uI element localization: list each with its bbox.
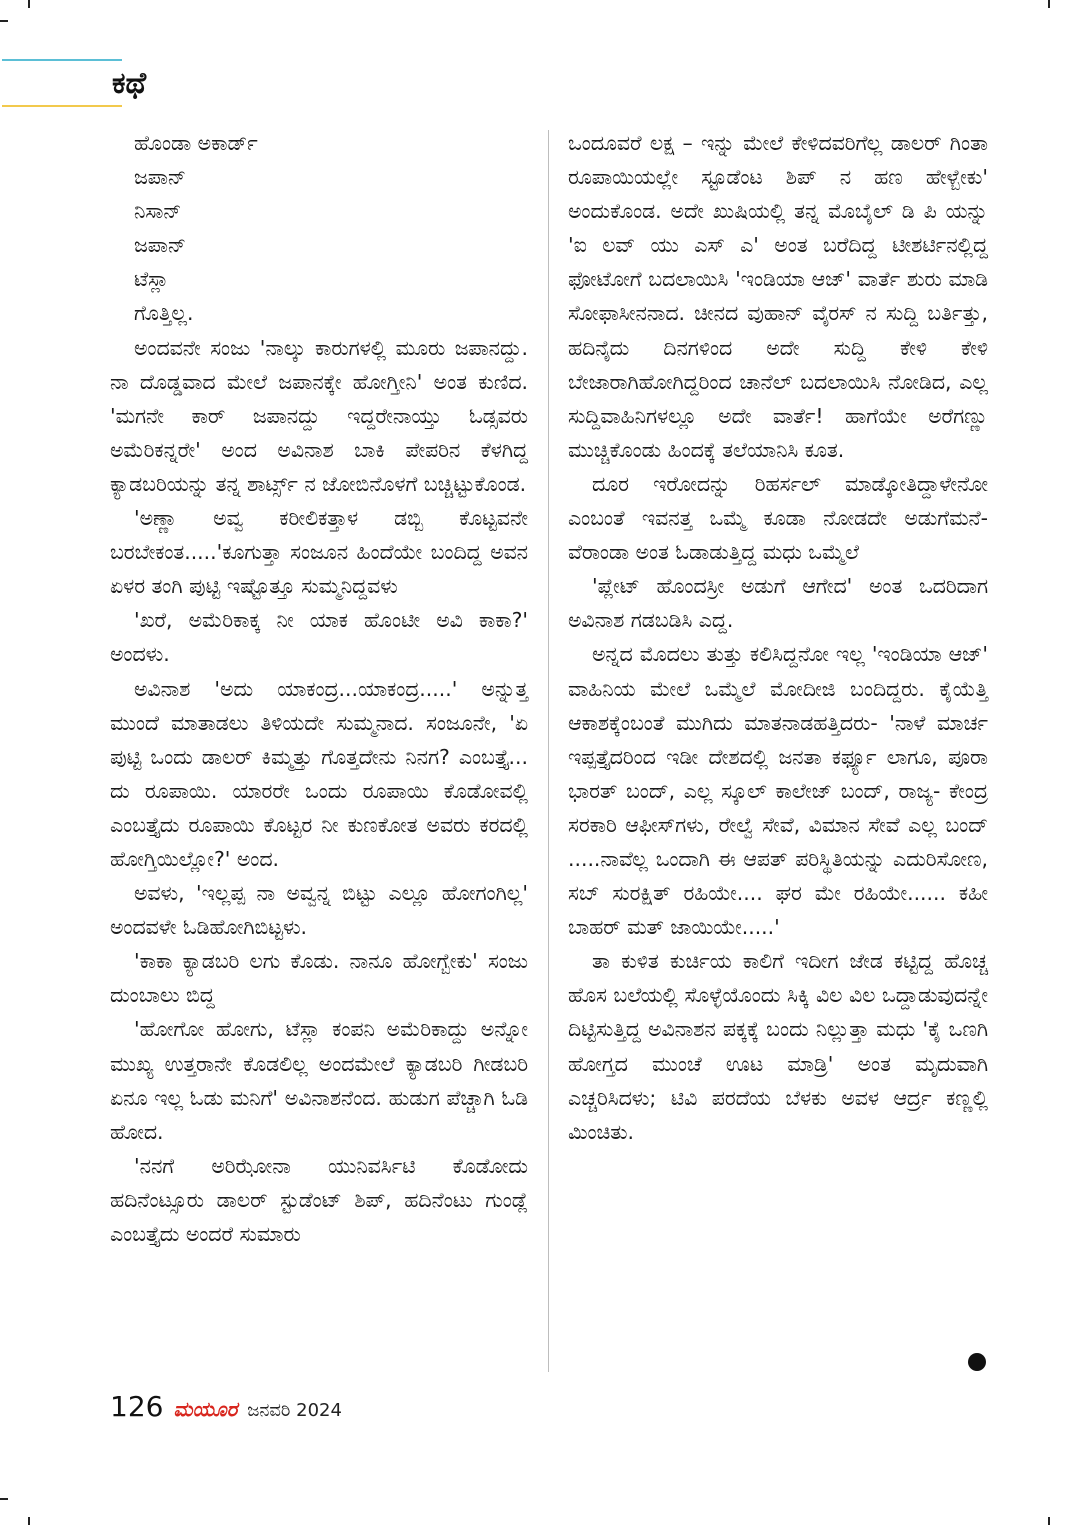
crop-mark (0, 1498, 8, 1500)
page-number: 126 (110, 1390, 164, 1423)
list-item: ಜಪಾನ್ (134, 165, 186, 190)
paragraph: ತಾ ಕುಳಿತ ಕುರ್ಚಿಯ ಕಾಲಿಗೆ ಇದೀಗ ಜೇಡ ಕಟ್ಟಿದ್ದ ಹೊಚ್ಚ ಹೊಸ ಬಲೆಯಲ್ಲಿ ಸೊಳ್ಳೆಯೊಂದು ಸಿಕ್ಕಿ ವಿಲ ವಿಲ ಒದ್ದಾಡುವುದನ್ನೇ ದಿಟ್ಟಿಸುತ್ತಿದ್ದ ಅವಿನಾಶನ ಪಕ್ಕಕ್ಕೆ ಬಂದು ನಿಲ್ಲುತ್ತಾ ಮಧು 'ಕೈ ಒಣಗಿ ಹೋಗ್ತದ ಮುಂಚೆ ಊಟ ಮಾಡ್ರಿ' ಅಂತ ಮೃದುವಾಗಿ ಎಚ್ಚರಿಸಿದಳು; ಟಿವಿ ಪರದೆಯ ಬೆಳಕು ಅವಳ ಆರ್ದ್ರ ಕಣ್ಣಲ್ಲಿ ಮಿಂಚಿತು. (568, 949, 988, 1144)
paragraph: ಅವಳು, 'ಇಲ್ಲಪ್ಪ ನಾ ಅವ್ವನ್ನ ಬಿಟ್ಟು ಎಲ್ಲೂ ಹೋಗಂಗಿಲ್ಲ' ಅಂದವಳೇ ಓಡಿಹೋಗಿಬಿಟ್ಟಳು. (110, 881, 528, 940)
crop-mark (1048, 0, 1050, 8)
paragraph: 'ಅಣ್ಣಾ ಅವ್ವ ಕರೀಲಿಕತ್ತಾಳ ಡಬ್ಬಿ ಕೊಟ್ಟವನೇ ಬರಬೇಕಂತ.....'ಕೂಗುತ್ತಾ ಸಂಜೂನ ಹಿಂದೆಯೇ ಬಂದಿದ್ದ ಅವನ ಏಳರ ತಂಗಿ ಪುಟ್ಟಿ ಇಷ್ಟೊತ್ತೂ ಸುಮ್ಮನಿದ್ದವಳು (110, 506, 528, 599)
list-item: ಜಪಾನ್ (134, 233, 186, 258)
crop-mark (28, 1517, 30, 1525)
magazine-logo: ಮಯೂರ (173, 1397, 238, 1421)
crop-mark (28, 0, 30, 8)
paragraph: ಅಂದವನೇ ಸಂಜು 'ನಾಲ್ಕು ಕಾರುಗಳಲ್ಲಿ ಮೂರು ಜಪಾನದ್ದು. ನಾ ದೊಡ್ಡವಾದ ಮೇಲೆ ಜಪಾನಕ್ಕೇ ಹೋಗ್ತೀನಿ' ಅಂತ ಕುಣಿದ. 'ಮಗನೇ ಕಾರ್ ಜಪಾನದ್ದು ಇದ್ದರೇನಾಯ್ತು ಓಡ್ಸವರು ಅಮೆರಿಕನ್ನರೇ' ಅಂದ ಅವಿನಾಶ ಬಾಕಿ ಪೇಪರಿನ ಕೆಳಗಿದ್ದ ಕ್ಯಾಡಬರಿಯನ್ನು ತನ್ನ ಶಾರ್ಟ್ಸ್ ನ ಜೋಬಿನೊಳಗೆ ಬಚ್ಚಿಟ್ಟುಕೊಂಡ. (110, 335, 528, 496)
paragraph: 'ಖರೆ, ಅಮೆರಿಕಾಕ್ಕ ನೀ ಯಾಕ ಹೊಂಟೀ ಅವಿ ಕಾಕಾ?' ಅಂದಳು. (110, 608, 528, 667)
list-item: ಗೊತ್ತಿಲ್ಲ. (134, 301, 194, 326)
paragraph: 'ಹೋಗೋ ಹೋಗು, ಟೆಸ್ಲಾ ಕಂಪನಿ ಅಮೆರಿಕಾದ್ದು ಅನ್ನೋ ಮುಖ್ಯ ಉತ್ತರಾನೇ ಕೊಡಲಿಲ್ಲ ಅಂದಮೇಲೆ ಕ್ಯಾಡಬರಿ ಗೀಡಬರಿ ಏನೂ ಇಲ್ಲ ಓಡು ಮನಿಗೆ' ಅವಿನಾಶನೆಂದ. ಹುಡುಗ ಪೆಚ್ಚಾಗಿ ಓಡಿ ಹೋದ. (110, 1017, 528, 1144)
paragraph: 'ಪ್ಲೇಟ್ ಹೊಂದಸ್ರೀ ಅಡುಗೆ ಆಗೇದ' ಅಂತ ಒದರಿದಾಗ ಅವಿನಾಶ ಗಡಬಡಿಸಿ ಎದ್ದ. (568, 574, 988, 633)
header-rule-bottom (2, 105, 122, 107)
crop-mark (0, 20, 8, 22)
crop-mark (1048, 1517, 1050, 1525)
end-mark-icon (968, 1353, 986, 1371)
list-item: ಟೆಸ್ಲಾ (134, 267, 169, 292)
paragraph: 'ನನಗೆ ಅರಿಝೋನಾ ಯುನಿವರ್ಸಿಟಿ ಕೊಡೋದು ಹದಿನೆಂಟ್ಸೂರು ಡಾಲರ್ ಸ್ಟುಡೆಂಟ್ ಶಿಪ್, ಹದಿನೆಂಟು ಗುಂಡ್ಲೆ ಎಂಬತ್ತೈದು ಅಂದರೆ ಸುಮಾರು (110, 1153, 528, 1246)
issue-date: ಜನವರಿ 2024 (247, 1400, 342, 1421)
right-column (568, 126, 988, 1149)
paragraph: ಒಂದೂವರೆ ಲಕ್ಷ – ಇನ್ನು ಮೇಲೆ ಕೇಳಿದವರಿಗೆಲ್ಲ ಡಾಲರ್ ಗಿಂತಾ ರೂಪಾಯಿಯಲ್ಲೇ ಸ್ಟೂಡೆಂಟ ಶಿಪ್ ನ ಹಣ ಹೇಳ್ಬೇಕು' ಅಂದುಕೊಂಡ. ಅದೇ ಖುಷಿಯಲ್ಲಿ ತನ್ನ ಮೊಬೈಲ್ ಡಿ ಪಿ ಯನ್ನು 'ಐ ಲವ್ ಯು ಎಸ್ ಎ' ಅಂತ ಬರೆದಿದ್ದ ಟೀಶರ್ಟಿನಲ್ಲಿದ್ದ ಫೋಟೋಗೆ ಬದಲಾಯಿಸಿ 'ಇಂಡಿಯಾ ಆಜ್' ವಾರ್ತೆ ಶುರು ಮಾಡಿ ಸೋಫಾಸೀನನಾದ. ಚೀನದ ವುಹಾನ್ ವೈರಸ್ ನ ಸುದ್ದಿ ಬರ್ತಿತ್ತು, ಹದಿನೈದು ದಿನಗಳಿಂದ ಅದೇ ಸುದ್ದಿ ಕೇಳಿ ಕೇಳಿ ಬೇಜಾರಾಗಿಹೋಗಿದ್ದರಿಂದ ಚಾನೆಲ್ ಬದಲಾಯಿಸಿ ನೋಡಿದ, ಎಲ್ಲ ಸುದ್ದಿವಾಹಿನಿಗಳಲ್ಲೂ ಅದೇ ವಾರ್ತೆ! ಹಾಗೆಯೇ ಅರೆಗಣ್ಣು ಮುಚ್ಚಿಕೊಂಡು ಹಿಂದಕ್ಕೆ ತಲೆಯಾನಿಸಿ ಕೂತ. (568, 131, 988, 462)
left-column (110, 126, 528, 1251)
list-item: ನಿಸಾನ್ (134, 199, 182, 224)
column-divider (548, 130, 549, 1372)
paragraph: 'ಕಾಕಾ ಕ್ಯಾಡಬರಿ ಲಗು ಕೊಡು. ನಾನೂ ಹೋಗ್ಬೇಕು' ಸಂಜು ದುಂಬಾಲು ಬಿದ್ದ (110, 949, 528, 1008)
paragraph: ದೂರ ಇರೋದನ್ನು ರಿಹರ್ಸಲ್ ಮಾಡ್ಕೋತಿದ್ದಾಳೇನೋ ಎಂಬಂತೆ ಇವನತ್ತ ಒಮ್ಮೆ ಕೂಡಾ ನೋಡದೇ ಅಡುಗೆಮನೆ- ವೆರಾಂಡಾ ಅಂತ ಓಡಾಡುತ್ತಿದ್ದ ಮಧು ಒಮ್ಮೆಲೆ (568, 471, 988, 565)
section-title: ಕಥೆ (112, 66, 147, 101)
page-footer (110, 1390, 342, 1430)
paragraph: ಅನ್ನದ ಮೊದಲು ತುತ್ತು ಕಲಿಸಿದ್ದನೋ ಇಲ್ಲ 'ಇಂಡಿಯಾ ಆಜ್' ವಾಹಿನಿಯ ಮೇಲೆ ಒಮ್ಮೆಲೆ ಮೋದೀಜಿ ಬಂದಿದ್ದರು. ಕೈಯೆತ್ತಿ ಆಕಾಶಕ್ಕೆಂಬಂತೆ ಮುಗಿದು ಮಾತನಾಡಹತ್ತಿದರು- 'ನಾಳೆ ಮಾರ್ಚ ಇಪ್ಪತ್ತೈದರಿಂದ ಇಡೀ ದೇಶದಲ್ಲಿ ಜನತಾ ಕರ್ಫ್ಯೂ ಲಾಗೂ, ಪೂರಾ ಭಾರತ್ ಬಂದ್, ಎಲ್ಲ ಸ್ಕೂಲ್ ಕಾಲೇಜ್ ಬಂದ್, ರಾಜ್ಯ- ಕೇಂದ್ರ ಸರಕಾರಿ ಆಫೀಸ್‌ಗಳು, ರೇಲ್ವೆ ಸೇವೆ, ವಿಮಾನ ಸೇವೆ ಎಲ್ಲ ಬಂದ್ .....ನಾವೆಲ್ಲ ಒಂದಾಗಿ ಈ ಆಪತ್ ಪರಿಸ್ಥಿತಿಯನ್ನು ಎದುರಿಸೋಣ, ಸಬ್ ಸುರಕ್ಷಿತ್ ರಹಿಯೇ.... ಘರ ಮೇ ರಹಿಯೇ...... ಕಹೀ ಬಾಹರ್ ಮತ್ ಜಾಯಿಯೇ.....' (568, 642, 988, 940)
list-item: ಹೊಂಡಾ ಅಕಾರ್ಡ್ (134, 131, 258, 155)
paragraph: ಅವಿನಾಶ 'ಅದು ಯಾಕಂದ್ರ...ಯಾಕಂದ್ರ.....' ಅನ್ನುತ್ತ ಮುಂದೆ ಮಾತಾಡಲು ತಿಳಿಯದೇ ಸುಮ್ಮನಾದ. ಸಂಜೂನೇ, 'ಏ ಪುಟ್ಟಿ ಒಂದು ಡಾಲರ್ ಕಿಮ್ಮತ್ತು ಗೊತ್ತದೇನು ನಿನಗ? ಎಂಬತ್ತೈ... ದು ರೂಪಾಯಿ. ಯಾರರೇ ಒಂದು ರೂಪಾಯಿ ಕೊಡೋವಲ್ಲಿ ಎಂಬತ್ತೈದು ರೂಪಾಯಿ ಕೊಟ್ಟರ ನೀ ಕುಣಕೋತ ಅವರು ಕರದಲ್ಲಿ ಹೋಗ್ತಿಯಿಲ್ಲೋ?' ಅಂದ. (110, 676, 528, 871)
header-rule-top (2, 59, 122, 61)
